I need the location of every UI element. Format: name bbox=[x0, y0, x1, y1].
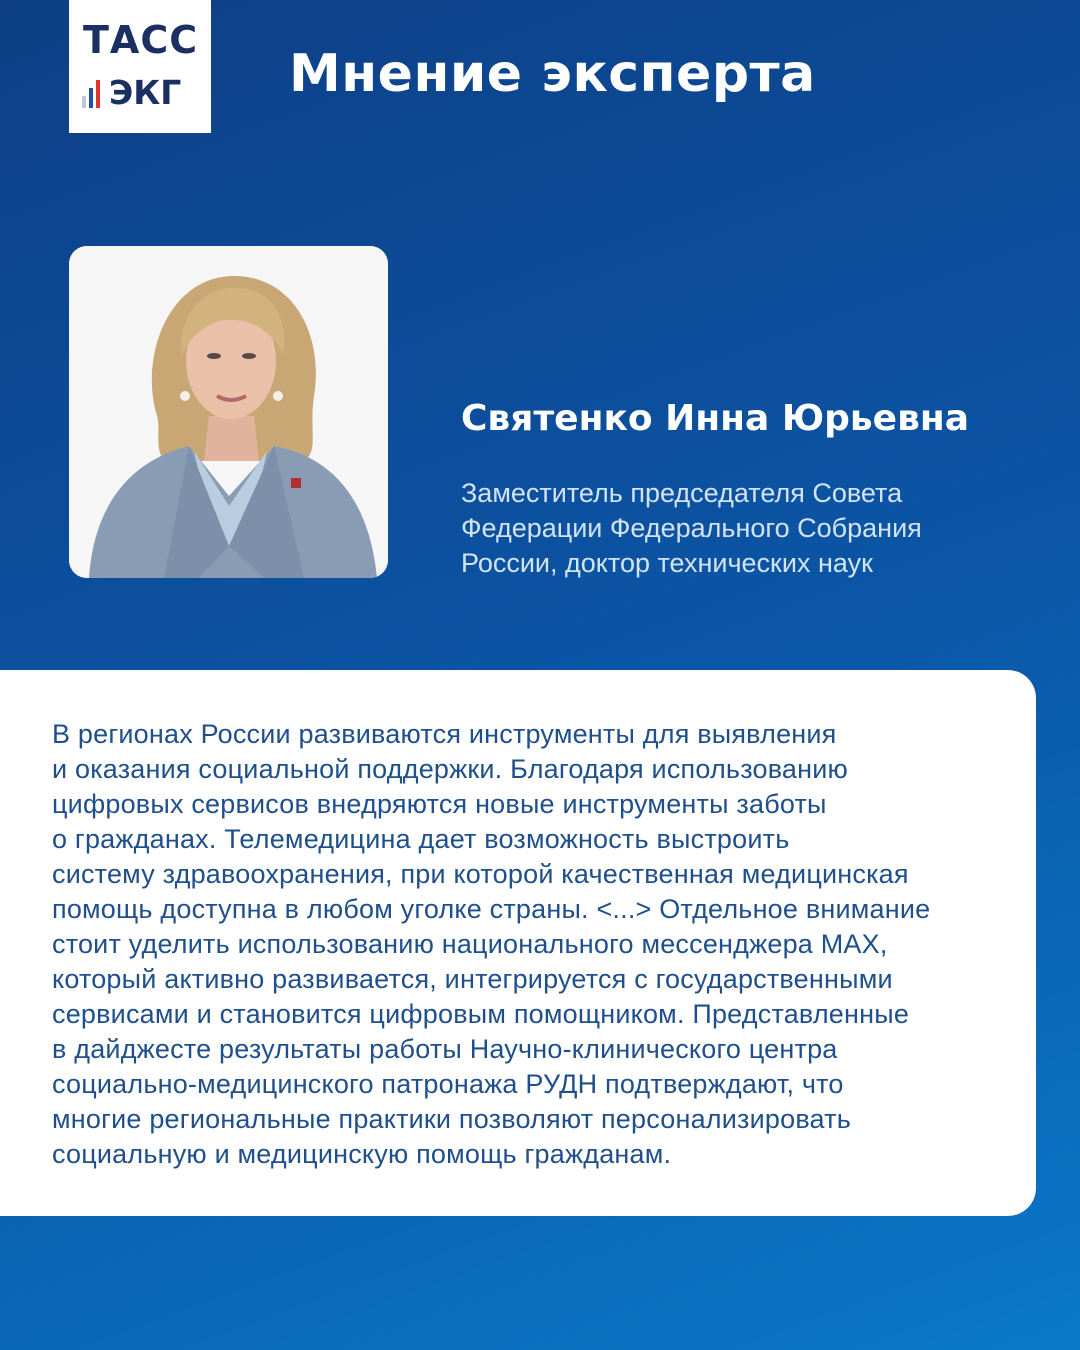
portrait-image bbox=[69, 246, 388, 578]
quote-line: о гражданах. Телемедицина дает возможность выстроить bbox=[52, 824, 790, 854]
logo-tass-text: ТАСС bbox=[83, 18, 199, 62]
quote-line: и оказания социальной поддержки. Благодаря использованию bbox=[52, 754, 848, 784]
quote-line: систему здравоохранения, при которой качественная медицинская bbox=[52, 859, 909, 889]
quote-line: сервисами и становится цифровым помощником. Представленные bbox=[52, 999, 910, 1029]
page-title: Мнение эксперта bbox=[289, 44, 816, 104]
quote-line: который активно развивается, интегрируется с государственными bbox=[52, 964, 893, 994]
logo-ekg-row bbox=[82, 73, 182, 112]
quote-line: цифровых сервисов внедряются новые инструменты заботы bbox=[52, 789, 827, 819]
tass-ekg-logo bbox=[69, 0, 211, 133]
quote-text bbox=[52, 717, 930, 1172]
chart-bars-icon bbox=[82, 80, 100, 108]
quote-card bbox=[0, 670, 1036, 1216]
logo-bar-1 bbox=[82, 96, 86, 108]
quote-line: многие региональные практики позволяют персонализировать bbox=[52, 1104, 852, 1134]
expert-name: Святенко Инна Юрьевна bbox=[461, 398, 970, 439]
quote-line: социально-медицинского патронажа РУДН подтверждают, что bbox=[52, 1069, 844, 1099]
expert-photo bbox=[69, 246, 388, 578]
quote-line: социальную и медицинскую помощь гражданам. bbox=[52, 1139, 672, 1169]
logo-bar-2 bbox=[89, 88, 93, 108]
expert-role-line: Заместитель председателя Совета bbox=[461, 478, 903, 508]
quote-line: в дайджесте результаты работы Научно-клинического центра bbox=[52, 1034, 838, 1064]
expert-role-line: Федерации Федерального Собрания bbox=[461, 513, 922, 543]
expert-role bbox=[461, 476, 1021, 581]
quote-line: стоит уделить использованию национального мессенджера MAX, bbox=[52, 929, 888, 959]
quote-line: В регионах России развиваются инструменты для выявления bbox=[52, 719, 837, 749]
logo-ekg-text: ЭКГ bbox=[109, 73, 182, 112]
expert-role-line: России, доктор технических наук bbox=[461, 548, 873, 578]
logo-bar-3 bbox=[96, 80, 100, 108]
quote-line: помощь доступна в любом уголке страны. <...> Отдельное внимание bbox=[52, 894, 931, 924]
